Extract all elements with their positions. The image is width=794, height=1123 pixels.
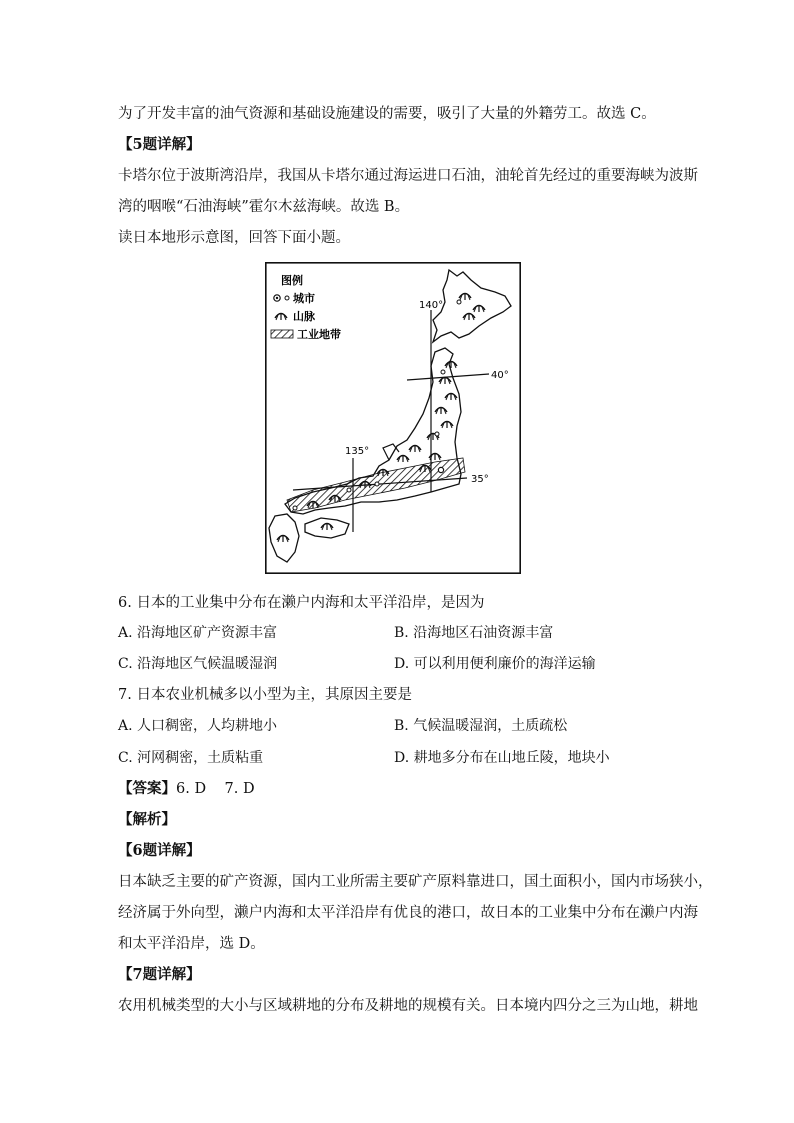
section-heading-q7: 【7题详解】 — [118, 966, 201, 983]
q6-option-d: D. 可以利用便利廉价的海洋运输 — [394, 656, 596, 672]
q7-option-d: D. 耕地多分布在山地丘陵，地块小 — [394, 750, 610, 766]
paragraph-line: 卡塔尔位于波斯湾沿岸，我国从卡塔尔通过海运进口石油，油轮首先经过的重要海峡为波斯 — [118, 168, 698, 184]
legend-mountain-label: 山脉 — [293, 310, 315, 323]
label-35: 35° — [471, 474, 489, 485]
answer-label: 【答案】 — [118, 780, 176, 797]
q6-option-c: C. 沿海地区气候温暖湿润 — [118, 656, 278, 672]
label-140: 140° — [419, 300, 444, 311]
section-heading-q5: 【5题详解】 — [118, 136, 201, 153]
answer-line — [118, 779, 255, 799]
legend-industry-label: 工业地带 — [297, 328, 341, 341]
answer-values: 6. D 7. D — [176, 781, 255, 797]
question-7: 7. 日本农业机械多以小型为主，其原因主要是 — [118, 687, 412, 703]
paragraph-line: 日本缺乏主要的矿产资源，国内工业所需主要矿产原料靠进口，国土面积小，国内市场狭小， — [118, 874, 713, 890]
q7-option-c: C. 河网稠密，土质粘重 — [118, 750, 264, 766]
q7-option-b: B. 气候温暖湿润，土质疏松 — [394, 718, 568, 734]
label-40: 40° — [491, 370, 509, 381]
analysis-heading: 【解析】 — [118, 811, 176, 828]
paragraph-line: 经济属于外向型，濑户内海和太平洋沿岸有优良的港口，故日本的工业集中分布在濑户内海 — [118, 905, 698, 921]
question-6: 6. 日本的工业集中分布在濑户内海和太平洋沿岸，是因为 — [118, 595, 485, 611]
paragraph-line: 为了开发丰富的油气资源和基础设施建设的需要，吸引了大量的外籍劳工。故选 C。 — [118, 106, 656, 122]
paragraph-line: 农用机械类型的大小与区域耕地的分布及耕地的规模有关。日本境内四分之三为山地，耕地 — [118, 998, 698, 1014]
section-heading-q6: 【6题详解】 — [118, 842, 201, 859]
q7-option-a: A. 人口稠密，人均耕地小 — [118, 718, 278, 734]
legend-title: 图例 — [281, 274, 303, 287]
japan-map-figure — [265, 262, 521, 574]
question-intro: 读日本地形示意图，回答下面小题。 — [118, 230, 350, 246]
paragraph-line: 和太平洋沿岸，选 D。 — [118, 936, 265, 952]
legend-industry-icon — [271, 330, 293, 338]
q6-option-a: A. 沿海地区矿产资源丰富 — [118, 625, 278, 641]
legend-city-label: 城市 — [293, 292, 315, 305]
label-135: 135° — [345, 446, 370, 457]
paragraph-line: 湾的咽喉“石油海峡”霍尔木兹海峡。故选 B。 — [118, 199, 410, 215]
q6-option-b: B. 沿海地区石油资源丰富 — [394, 625, 554, 641]
